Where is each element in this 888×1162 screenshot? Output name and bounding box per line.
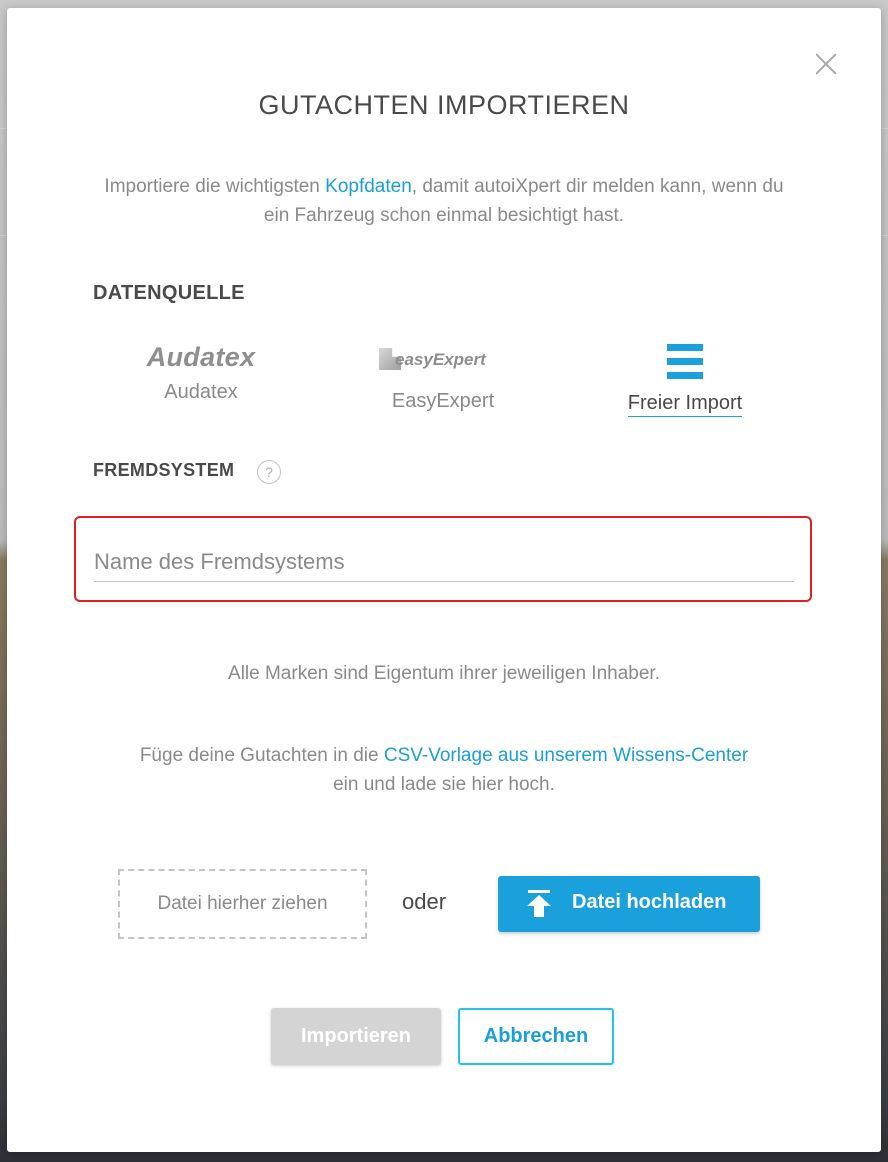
source-audatex[interactable] (127, 342, 275, 404)
source-label: EasyExpert (391, 390, 495, 412)
audatex-logo: Audatex (146, 342, 256, 372)
fremdsystem-input[interactable] (94, 542, 794, 582)
source-label: Audatex (164, 381, 238, 403)
csv-text-end: ein und lade sie hier hoch. (333, 774, 555, 795)
source-label: Freier Import (628, 392, 742, 417)
cancel-button[interactable]: Abbrechen (458, 1008, 614, 1065)
source-easyexpert[interactable] (373, 344, 513, 413)
trademark-note: Alle Marken sind Eigentum ihrer jeweiligen Inhaber. (228, 663, 660, 684)
list-icon (667, 344, 703, 380)
close-icon[interactable] (807, 46, 843, 82)
help-icon[interactable]: ? (257, 460, 281, 484)
csv-text-start: Füge deine Gutachten in die (139, 745, 384, 766)
upload-file-button[interactable] (498, 876, 760, 932)
csv-template-link[interactable]: CSV-Vorlage aus unserem Wissens-Center (383, 745, 749, 766)
intro-text-start: Importiere die wichtigsten (104, 176, 326, 197)
easyexpert-logo (373, 344, 513, 378)
fremdsystem-field-highlight (74, 516, 812, 602)
fremdsystem-label: FREMDSYSTEM (93, 460, 235, 480)
upload-button-label: Datei hochladen (572, 891, 727, 913)
datasource-label: DATENQUELLE (93, 282, 245, 304)
csv-instructions (97, 741, 791, 799)
or-label: oder (402, 889, 447, 914)
file-dropzone[interactable]: Datei hierher ziehen (118, 869, 367, 939)
intro-text-end: , damit autoiXpert dir melden kann, wenn du ein Fahrzeug schon einmal besichtigt hast. (263, 176, 784, 226)
easyexpert-logo-text: easyExpert (395, 350, 486, 369)
source-freier-import[interactable] (605, 344, 765, 415)
import-dialog (7, 8, 881, 1152)
kopfdaten-link[interactable]: Kopfdaten (325, 176, 412, 197)
intro-text (97, 172, 791, 230)
upload-icon (526, 890, 552, 918)
dialog-title: GUTACHTEN IMPORTIEREN (258, 90, 630, 120)
import-button[interactable]: Importieren (271, 1008, 441, 1065)
